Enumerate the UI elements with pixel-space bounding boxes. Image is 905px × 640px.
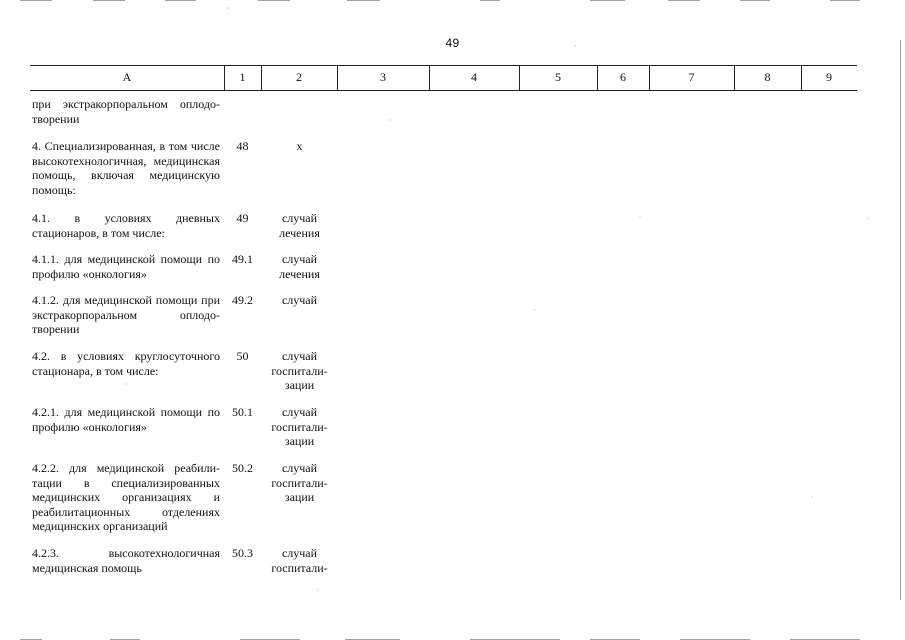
row-name: при экстракорпоральном оплодо-творении xyxy=(32,97,220,126)
header-cell-8: 8 xyxy=(764,70,771,84)
row-unit: случай госпитали-зации xyxy=(271,461,328,504)
row-code: 50.3 xyxy=(232,546,253,560)
row-code: 50 xyxy=(236,349,249,363)
header-cell-4: 4 xyxy=(471,70,477,84)
header-cell-2: 2 xyxy=(296,70,302,84)
header-bottom-rule xyxy=(30,90,857,91)
row-unit: случай госпитали-зации xyxy=(271,349,328,392)
row-unit: х xyxy=(296,139,303,153)
row-code: 49.1 xyxy=(232,252,253,266)
row-code: 50.2 xyxy=(232,461,253,475)
row-name: 4. Специализированная, в том числе высокотехнологичная, медицинская помощь, включая медицинскую помощь: xyxy=(32,139,220,197)
row-name: 4.1.2. для медицинской помощи при экстракорпоральном оплодо-творении xyxy=(32,293,220,336)
row-name: 4.2.3. высокотехнологичная медицинская помощь xyxy=(32,546,220,575)
row-unit: случай госпитали- xyxy=(271,546,328,575)
row-unit: случай лечения xyxy=(279,211,320,240)
row-code: 50.1 xyxy=(232,405,253,419)
row-name: 4.2. в условиях круглосуточного стационара, в том числе: xyxy=(32,349,220,378)
row-code: 48 xyxy=(236,139,249,153)
header-cell-1: 1 xyxy=(239,70,246,84)
row-name: 4.2.1. для медицинской помощи по профилю «онкология» xyxy=(32,405,220,434)
row-name: 4.2.2. для медицинской реабили-тации в специализированных медицинских организациях и реабилитационных отделениях медицинских организаций xyxy=(32,461,220,533)
row-code: 49.2 xyxy=(232,293,253,307)
header-cell-3: 3 xyxy=(380,70,386,84)
row-name: 4.1. в условиях дневных стационаров, в том числе: xyxy=(32,211,220,240)
row-unit: случай лечения xyxy=(279,252,320,281)
row-name: 4.1.1. для медицинской помощи по профилю «онкология» xyxy=(32,252,220,281)
row-unit: случай xyxy=(281,293,318,307)
page-number: 49 xyxy=(445,36,460,50)
row-code: 49 xyxy=(236,211,249,225)
header-cell-9: 9 xyxy=(826,70,832,84)
header-cell-5: 5 xyxy=(555,70,561,84)
header-cell-7: 7 xyxy=(688,70,695,84)
row-unit: случай госпитали-зации xyxy=(271,405,328,448)
header-cell-6: 6 xyxy=(620,70,626,84)
header-cell-a: А xyxy=(122,70,132,84)
